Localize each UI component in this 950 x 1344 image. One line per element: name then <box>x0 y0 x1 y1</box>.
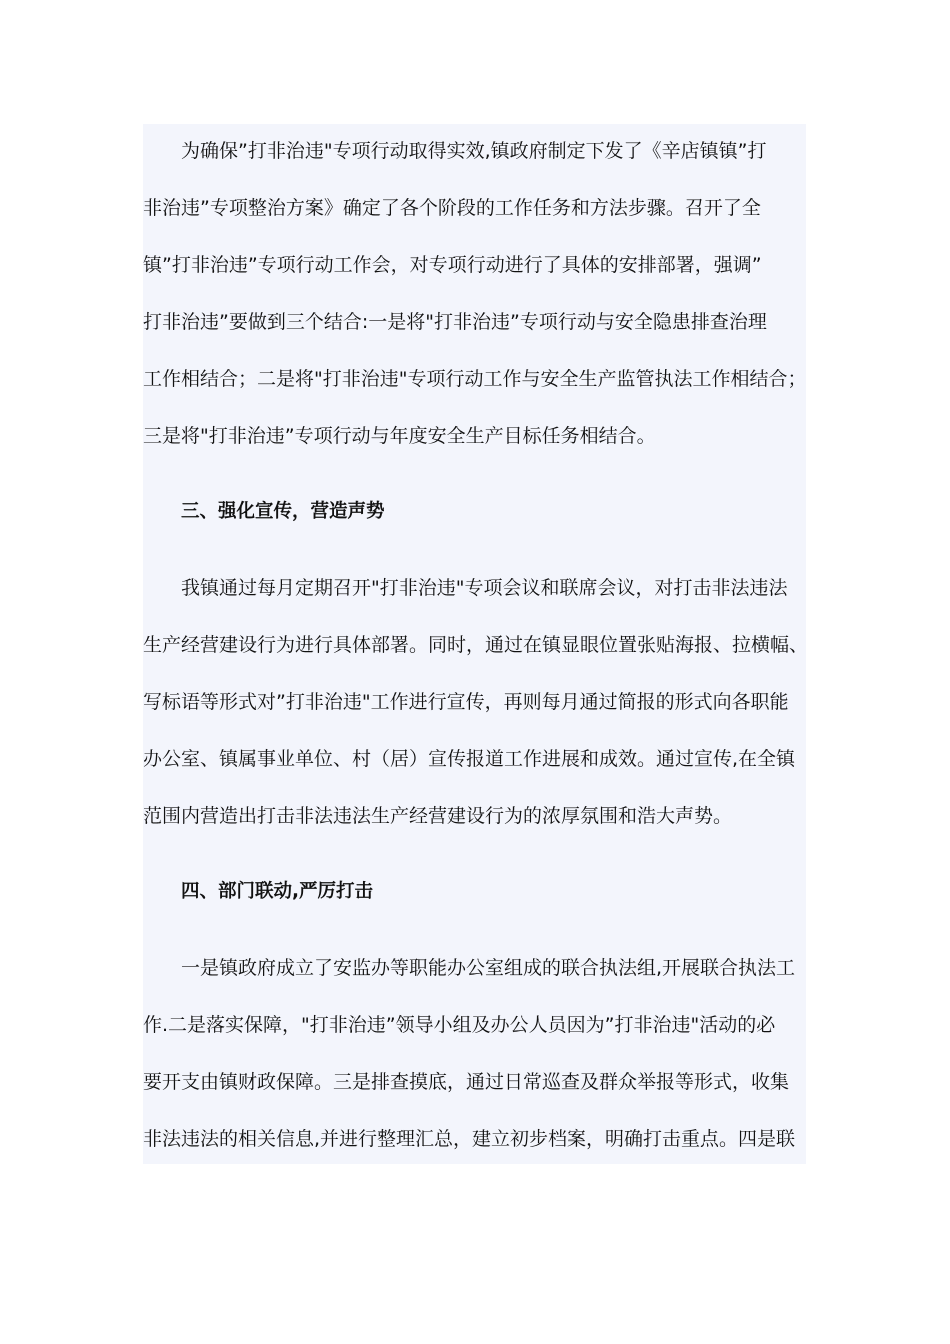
paragraph2-line-2: 生产经营建设行为进行具体部署。同时，通过在镇显眼位置张贴海报、拉横幅、 <box>143 634 809 656</box>
paragraph1-line-3: 镇”打非治违”专项行动工作会，对专项行动进行了具体的安排部署，强调” <box>143 254 762 276</box>
section-heading-3: 三、强化宣传，营造声势 <box>181 501 385 522</box>
paragraph2-line-3: 写标语等形式对”打非治违"工作进行宣传，再则每月通过简报的形式向各职能 <box>143 691 789 713</box>
paragraph2-line-4: 办公室、镇属事业单位、村（居）宣传报道工作进展和成效。通过宣传,在全镇 <box>143 748 796 770</box>
paragraph3-line-1: 一是镇政府成立了安监办等职能办公室组成的联合执法组,开展联合执法工 <box>181 957 796 979</box>
paragraph1-line-6: 三是将"打非治违”专项行动与年度安全生产目标任务相结合。 <box>143 425 656 447</box>
paragraph3-line-4: 非法违法的相关信息,并进行整理汇总，建立初步档案，明确打击重点。四是联 <box>143 1128 796 1150</box>
paragraph2-line-5: 范围内营造出打击非法违法生产经营建设行为的浓厚氛围和浩大声势。 <box>143 805 733 827</box>
paragraph3-line-2: 作.二是落实保障，"打非治违”领导小组及办公人员因为”打非治违"活动的必 <box>143 1014 776 1036</box>
section-heading-4: 四、部门联动,严厉打击 <box>181 881 374 902</box>
document-body <box>143 124 809 1164</box>
paragraph2-line-1: 我镇通过每月定期召开"打非治违"专项会议和联席会议，对打击非法违法 <box>181 577 788 599</box>
paragraph3-line-3: 要开支由镇财政保障。三是排查摸底，通过日常巡查及群众举报等形式，收集 <box>143 1071 790 1093</box>
paragraph1-line-5: 工作相结合；二是将"打非治违"专项行动工作与安全生产监管执法工作相结合； <box>143 368 807 390</box>
paragraph1-line-2: 非治违”专项整治方案》确定了各个阶段的工作任务和方法步骤。召开了全 <box>143 197 761 219</box>
paragraph1-line-1: 为确保”打非治违"专项行动取得实效,镇政府制定下发了《辛店镇镇”打 <box>181 140 767 162</box>
paragraph1-line-4: 打非治违”要做到三个结合:一是将"打非治违”专项行动与安全隐患排查治理 <box>143 311 767 333</box>
